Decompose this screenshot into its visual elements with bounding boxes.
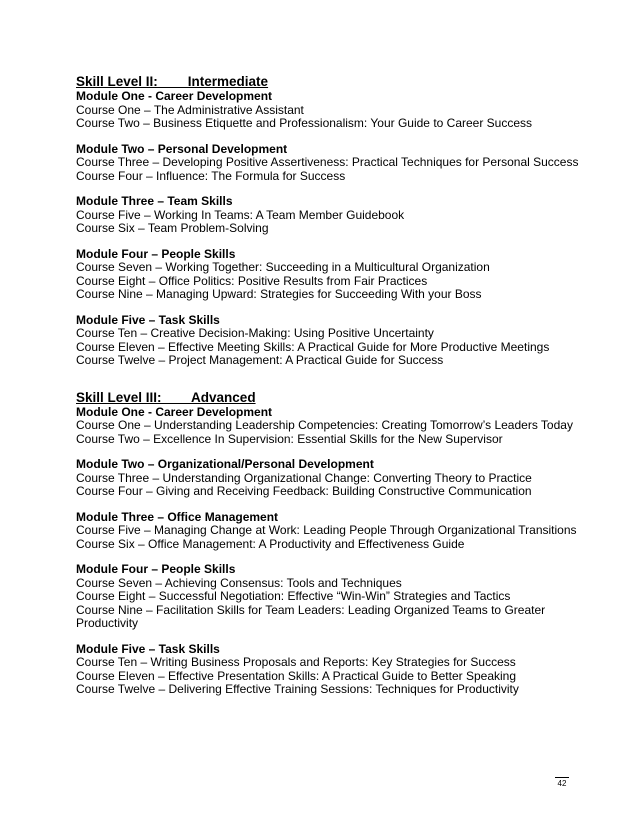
course-item: Course Ten – Creative Decision-Making: Using Positive Uncertainty xyxy=(76,326,434,340)
course-item: Course Three – Understanding Organizational Change: Converting Theory to Practice xyxy=(76,470,532,485)
module-people-skills xyxy=(76,563,596,631)
course-item: Course Seven – Working Together: Succeeding in a Multicultural Organization xyxy=(76,260,490,274)
module-career-development xyxy=(76,90,596,131)
module-title: Module Three – Office Management xyxy=(76,509,279,524)
module-title: Module One - Career Development xyxy=(76,89,273,103)
course-item: Course Five – Managing Change at Work: Leading People Through Organizational Transitions xyxy=(76,523,577,537)
module-task-skills xyxy=(76,314,596,368)
course-item: Course Eight – Office Politics: Positive Results from Fair Practices xyxy=(76,273,428,288)
skill-level-title: Skill Level II: Intermediate xyxy=(76,74,269,89)
course-item: Course Five – Working In Teams: A Team Member Guidebook xyxy=(76,207,405,222)
course-item: Course One – The Administrative Assistant xyxy=(76,102,304,117)
course-item: Course Six – Team Problem-Solving xyxy=(76,221,269,235)
module-career-development xyxy=(76,406,596,447)
module-title: Module Two – Personal Development xyxy=(76,141,288,156)
course-item: Course Six – Office Management: A Productivity and Effectiveness Guide xyxy=(76,536,465,551)
module-organizational-personal-development xyxy=(76,458,596,499)
module-personal-development xyxy=(76,143,596,184)
module-team-skills xyxy=(76,195,596,236)
course-item: Course Ten – Writing Business Proposals and Reports: Key Strategies for Success xyxy=(76,655,516,669)
module-title: Module Two – Organizational/Personal Development xyxy=(76,457,374,471)
module-title: Module Four – People Skills xyxy=(76,562,236,576)
course-item: Course Two – Excellence In Supervision: Essential Skills for the New Supervisor xyxy=(76,431,503,446)
course-item: Course Two – Business Etiquette and Professionalism: Your Guide to Career Success xyxy=(76,116,533,130)
document-body xyxy=(76,73,596,697)
module-title: Module Three – Team Skills xyxy=(76,194,233,208)
course-item: Course Seven – Achieving Consensus: Tools and Techniques xyxy=(76,575,402,590)
skill-level-title: Skill Level III: Advanced xyxy=(76,389,256,405)
course-item: Course Four – Influence: The Formula for Success xyxy=(76,168,346,183)
module-people-skills xyxy=(76,248,596,302)
course-item: Course Three – Developing Positive Assertiveness: Practical Techniques for Personal Success xyxy=(76,155,579,169)
course-item: Course Four – Giving and Receiving Feedback: Building Constructive Communication xyxy=(76,484,532,498)
module-office-management xyxy=(76,511,596,552)
course-item: Course Twelve – Project Management: A Practical Guide for Success xyxy=(76,353,444,367)
course-item: Course One – Understanding Leadership Competencies: Creating Tomorrow’s Leaders Today xyxy=(76,418,573,432)
course-item: Course Twelve – Delivering Effective Training Sessions: Techniques for Productivity xyxy=(76,682,519,696)
module-task-skills xyxy=(76,643,596,697)
skill-level-intermediate xyxy=(76,73,596,368)
course-item: Course Eight – Successful Negotiation: Effective “Win-Win” Strategies and Tactics xyxy=(76,589,511,603)
course-item: Course Nine – Facilitation Skills for Team Leaders: Leading Organized Teams to Greater Productivity xyxy=(76,602,546,630)
skill-level-advanced xyxy=(76,389,596,697)
course-item: Course Eleven – Effective Presentation Skills: A Practical Guide to Better Speaking xyxy=(76,668,517,683)
module-title: Module One - Career Development xyxy=(76,404,273,419)
page-number: 42 xyxy=(555,777,569,789)
course-item: Course Nine – Managing Upward: Strategies for Succeeding With your Boss xyxy=(76,287,482,301)
module-title: Module Four – People Skills xyxy=(76,246,236,261)
module-title: Module Five – Task Skills xyxy=(76,312,220,327)
course-item: Course Eleven – Effective Meeting Skills: A Practical Guide for More Productive Meetings xyxy=(76,339,550,354)
module-title: Module Five – Task Skills xyxy=(76,641,220,656)
